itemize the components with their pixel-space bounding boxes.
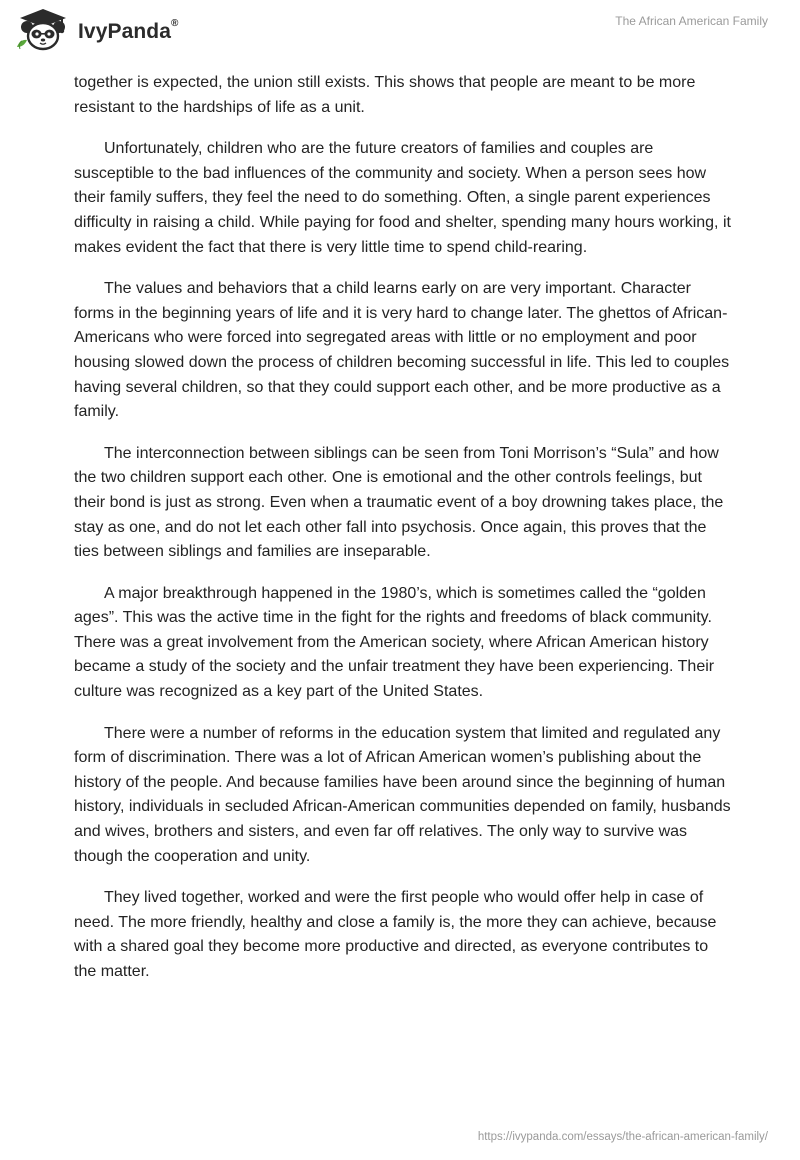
brand-name: IvyPanda® (78, 18, 179, 43)
panda-logo-icon (14, 7, 72, 51)
paragraph: There were a number of reforms in the education system that limited and regulated any form of discrimination. There was a lot of African American women’s publishing about the history of the people. And because families have been around since the beginning of human history, individuals in secluded African-American communities depended on family, husbands and wives, brothers and sisters, and even far off relatives. The only way to survive was though the cooperation and unity. (74, 724, 731, 865)
paragraph: The values and behaviors that a child learns early on are very important. Character forms in the beginning years of life and it is very hard to change later. The ghettos of African-Americans who were forced into segregated areas with little or no employment and poor housing slowed down the process of children becoming successful in life. This led to couples having several children, so that they could support each other, and be more productive as a family. (74, 280, 730, 421)
essay-body (74, 71, 734, 1002)
paragraph: The interconnection between siblings can be seen from Toni Morrison’s “Sula” and how the two children support each other. One is emotional and the other controls feelings, but their bond is just as strong. Even when a traumatic event of a boy drowning takes place, the stay as one, and do not let each other fall into psychosis. Once again, this proves that the ties between siblings and families are inseparable. (74, 444, 724, 561)
brand-logo-link[interactable] (14, 7, 178, 51)
source-url-link[interactable]: https://ivypanda.com/essays/the-african-american-family/ (477, 1131, 768, 1143)
paragraph: together is expected, the union still exists. This shows that people are meant to be more resistant to the hardships of life as a unit. (74, 74, 696, 116)
page-header (0, 0, 800, 70)
paragraph: A major breakthrough happened in the 1980’s, which is sometimes called the “golden ages”. This was the active time in the fight for the rights and freedoms of black community. There was a great involvement from the American society, where African American history became a study of the society and the unfair treatment they have been experiencing. Their culture was recognized as a key part of the United States. (74, 584, 715, 701)
document-title: The African American Family (615, 14, 768, 28)
paragraph: Unfortunately, children who are the future creators of families and couples are susceptible to the bad influences of the community and society. When a person sees how their family suffers, they feel the need to do something. Often, a single parent experiences difficulty in raising a child. While paying for food and shelter, spending many hours working, it makes evident the fact that there is very little time to spend child-rearing. (74, 140, 731, 256)
paragraph: They lived together, worked and were the first people who would offer help in case of need. The more friendly, healthy and close a family is, the more they can achieve, because with a shared goal they become more productive and directed, as everyone contributes to the matter. (74, 889, 717, 980)
